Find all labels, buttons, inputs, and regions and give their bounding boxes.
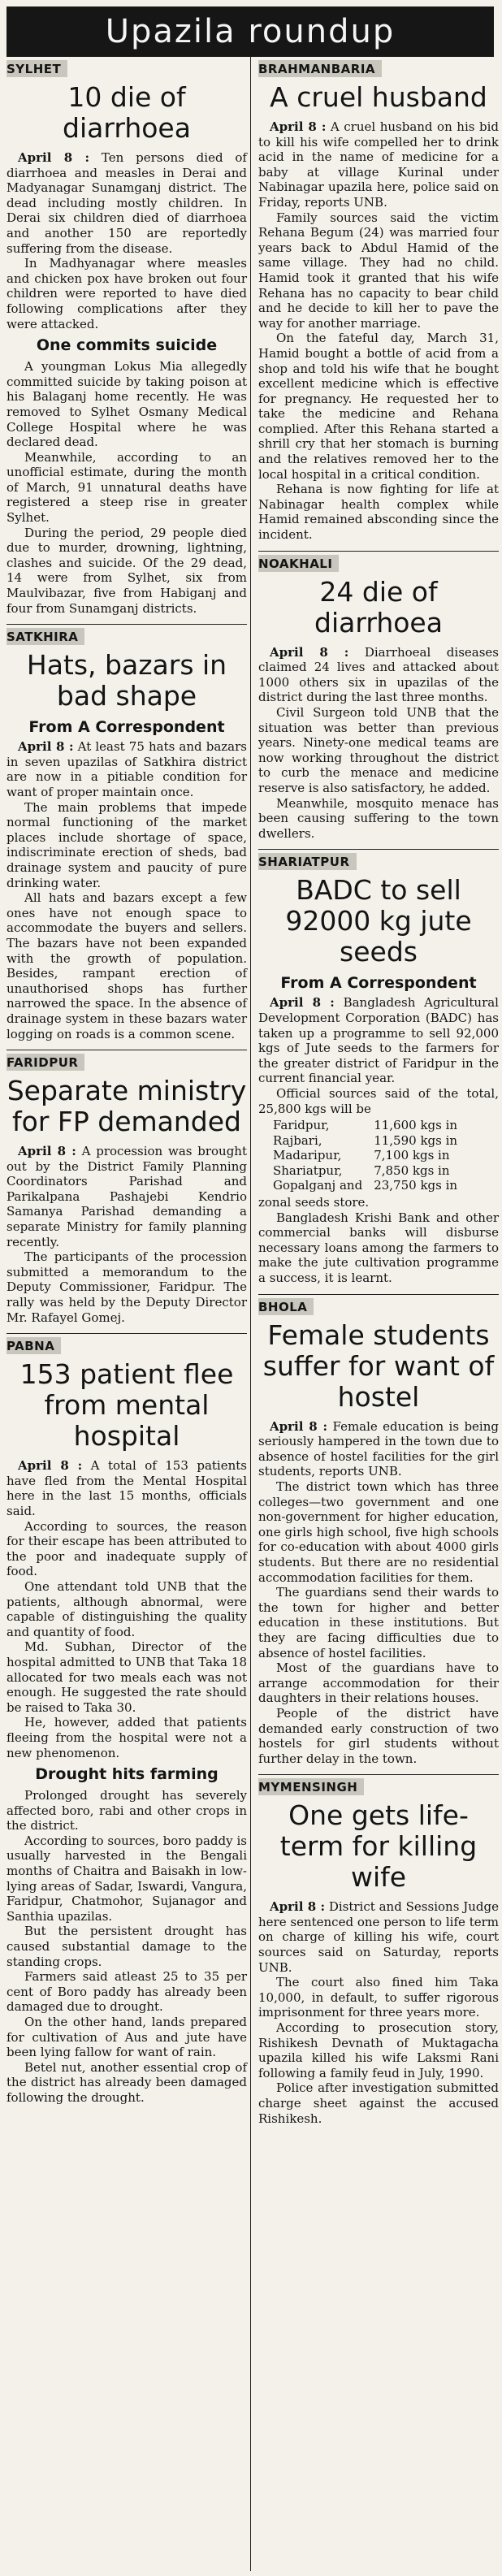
story-bhola <box>258 1294 499 1767</box>
story-satkhira <box>6 624 247 1041</box>
location-label: SYLHET <box>6 60 67 77</box>
headline: BADC to sell 92000 kg jute seeds <box>285 874 472 968</box>
dateline: April 8 : <box>18 1458 83 1474</box>
body-paragraph: Official sources said of the total, 25,800 kgs will be <box>258 1085 499 1116</box>
dateline: April 8 : <box>270 995 335 1011</box>
dateline: April 8 : <box>18 150 90 165</box>
section-banner <box>6 6 494 57</box>
story-sylhet <box>6 57 247 616</box>
body-paragraph: During the period, 29 people died due to murder, drowning, lightning, clashes and suicide. Of the 29 dead, 14 were from Sylhet, six from Maulvibazar, five from Habiganj and four from Sunamganj districts. <box>6 525 247 616</box>
body-paragraph: On the fateful day, March 31, Hamid bought a bottle of acid from a shop and told his wife that he bought excellent medicine which is effective for pregnancy. He requested her to take the medicine and Rehana complied. After this Rehana started a shrill cry that her stomach is burning and the relatives removed her to the local hospital in a critical condition. <box>258 331 499 482</box>
dateline: April 8 : <box>270 644 349 660</box>
seed-allocation-place: Gopalganj and <box>273 1178 363 1193</box>
body-paragraph: A youngman Lokus Mia allegedly committed suicide by taking poison at his Balaganj home recently. He was removed to Sylhet Osmany Medical College Hospital where he was declared dead. <box>6 359 247 450</box>
seed-allocation-place: Madaripur, <box>273 1148 342 1163</box>
body-paragraph: People of the district have demanded early construction of two hostels for girl students without further delay in the town. <box>258 1705 499 1766</box>
body-paragraph: Family sources said the victim Rehana Begum (24) was married four years back to Abdul Hamid of the same village. They had no child. Hamid took it granted that his wife Rehana has no capacity to bear child and he decide to kill her to pave the way for another marriage. <box>258 210 499 331</box>
story-pabna <box>6 1333 247 2105</box>
body-paragraph: The participants of the procession submitted a memorandum to the Deputy Commissioner, Faridpur. The rally was held by the Deputy Director Mr. Rafayel Gomej. <box>6 1249 247 1325</box>
body-paragraph: Police after investigation submitted charge sheet against the accused Rishikesh. <box>258 2080 499 2126</box>
location-label: NOAKHALI <box>258 555 339 572</box>
seed-allocation-row <box>273 1148 469 1163</box>
seed-allocation-row <box>273 1178 469 1193</box>
body-paragraph: April 8 : Diarrhoeal diseases claimed 24 lives and attacked about 1000 others six in upazilas of the district during the last three months. <box>258 644 499 705</box>
body-paragraph: Farmers said atleast 25 to 35 per cent of Boro paddy has already been damaged due to drought. <box>6 1969 247 2015</box>
seed-allocation-row <box>273 1133 469 1149</box>
headline: A cruel husband <box>270 81 487 113</box>
location-label: FARIDPUR <box>6 1054 84 1071</box>
story-brahmanbaria <box>258 57 499 543</box>
body-paragraph: zonal seeds store. <box>258 1195 370 1210</box>
body-paragraph: Prolonged drought has severely affected boro, rabi and other crops in the district. <box>6 1788 247 1834</box>
location-label: SATKHIRA <box>6 628 84 645</box>
body-paragraph: April 8 : District and Sessions Judge here sentenced one person to life term on charge of killing his wife, court sources said on Saturday, reports UNB. <box>258 1899 499 1975</box>
seed-allocation-amount: 11,600 kgs in <box>374 1118 458 1133</box>
body-paragraph: According to prosecution story, Rishikesh Devnath of Muktagacha upazila killed his wife Laksmi Rani following a family feud in July, 1990. <box>258 2020 499 2080</box>
headline: Separate ministry for FP demanded <box>6 1075 247 1138</box>
headline: Female students suffer for want of hostel <box>262 1318 495 1413</box>
body-paragraph: The main problems that impede normal functioning of the market places include shortage of space, indiscriminate erection of sheds, bad drainage system and paucity of pure drinking water. <box>6 799 247 890</box>
dateline: April 8 : <box>18 1144 76 1159</box>
story-noakhali <box>258 551 499 842</box>
body-paragraph: April 8 : Female education is being seriously hampered in the town due to absence of hostel facilities for the girl students, reports UNB. <box>258 1418 499 1479</box>
dateline: April 8 : <box>18 739 74 755</box>
body-paragraph: Rehana is now fighting for life at Nabinagar health complex while Hamid remained absconding since the incident. <box>258 482 499 543</box>
subheadline: Drought hits farming <box>35 1765 219 1784</box>
location-label: PABNA <box>6 1337 61 1354</box>
seed-allocation-amount: 7,100 kgs in <box>374 1148 450 1163</box>
body-paragraph: Meanwhile, according to an unofficial estimate, during the month of March, 91 unnatural deaths have registered a steep rise in greater Sylhet. <box>6 449 247 526</box>
dateline: April 8 : <box>270 1418 328 1434</box>
headline: Hats, bazars in bad shape <box>26 649 227 712</box>
seed-allocation-table <box>273 1118 469 1193</box>
headline: 10 die of diarrhoea <box>63 81 191 144</box>
body-paragraph: The guardians send their wards to the town for higher and better education in these institutions. But they are facing difficulties due to absence of hostel facilities. <box>258 1585 499 1660</box>
body-paragraph: Betel nut, another essential crop of the district has already been damaged following the drought. <box>6 2059 247 2105</box>
body-paragraph: April 8 : Ten persons died of diarrhoea and measles in Derai and Madyanagar Sunamganj district. The dead including mostly children. In Derai six children died of diarrhoea and another 150 are reportedly suffering from the disease. <box>6 150 247 256</box>
seed-allocation-row <box>273 1163 469 1179</box>
location-label: SHARIATPUR <box>258 853 357 870</box>
body-paragraph: But the persistent drought has caused substantial damage to the standing crops. <box>6 1924 247 1969</box>
body-paragraph: Civil Surgeon told UNB that the situation was better than previous years. Ninety-one medical teams are now working throughout the district to curb the menace and medicine reserve is also satisfactory, he added. <box>258 705 499 795</box>
story-mymensingh <box>258 1774 499 2126</box>
headline: 153 patient flee from mental hospital <box>19 1358 234 1453</box>
body-paragraph: Md. Subhan, Director of the hospital admitted to UNB that Taka 18 allocated for two meals each was not enough. He suggested the rate should be raised to Taka 30. <box>6 1639 247 1715</box>
byline: From A Correspondent <box>28 718 225 737</box>
body-paragraph: The court also fined him Taka 10,000, in default, to suffer rigorous imprisonment for three years more. <box>258 1975 499 2020</box>
left-column <box>6 57 247 2106</box>
location-label: BRAHMANBARIA <box>258 60 382 77</box>
seed-allocation-amount: 11,590 kgs in <box>374 1132 458 1148</box>
location-label: MYMENSINGH <box>258 1778 364 1795</box>
byline: From A Correspondent <box>280 974 477 993</box>
right-column <box>258 57 499 2126</box>
seed-allocation-row <box>273 1118 469 1133</box>
seed-allocation-amount: 23,750 kgs in <box>374 1178 458 1193</box>
body-paragraph: In Madhyanagar where measles and chicken pox have broken out four children were reported to have died following complications after they were attacked. <box>6 256 247 331</box>
body-paragraph: Bangladesh Krishi Bank and other commercial banks will disburse necessary loans among the farmers to make the jute cultivation programme a success, it is learnt. <box>258 1210 499 1286</box>
body-paragraph: According to sources, boro paddy is usually harvested in the Bengali months of Chaitra and Baisakh in low-lying areas of Sadar, Iswardi, Vangura, Faridpur, Chatmohor, Sujanagor and Santhia upazilas. <box>6 1833 247 1924</box>
body-paragraph: One attendant told UNB that the patients, although abnormal, were capable of distinguishing the quality and quantity of food. <box>6 1578 247 1639</box>
headline: 24 die of diarrhoea <box>314 575 443 639</box>
seed-allocation-place: Shariatpur, <box>273 1162 343 1178</box>
body-paragraph: He, however, added that patients fleeing from the hospital were not a new phenomenon. <box>6 1715 247 1760</box>
seed-allocation-place: Rajbari, <box>273 1132 322 1148</box>
body-paragraph: April 8 : A cruel husband on his bid to kill his wife compelled her to drink acid in the name of medicine for a baby at village Kurinal under Nabinagar upazila here, police said on Friday, reports UNB. <box>258 119 499 210</box>
body-paragraph: April 8 : At least 75 hats and bazars in seven upazilas of Satkhira district are now in a pitiable condition for want of proper maintain once. <box>6 739 247 799</box>
body-paragraph: Meanwhile, mosquito menace has been causing suffering to the town dwellers. <box>258 795 499 841</box>
body-paragraph: April 8 : A total of 153 patients have fled from the Mental Hospital here in the last 15 months, officials said. <box>6 1458 247 1518</box>
body-paragraph: According to sources, the reason for their escape has been attributed to the poor and inadequate supply of food. <box>6 1518 247 1579</box>
headline: One gets life-term for killing wife <box>279 1799 478 1894</box>
body-paragraph: On the other hand, lands prepared for cultivation of Aus and jute have been lying fallow for want of rain. <box>6 2015 247 2060</box>
banner-title: Upazila roundup <box>105 13 396 50</box>
subheadline: One commits suicide <box>36 336 218 355</box>
body-paragraph: All hats and bazars except a few ones have not enough space to accommodate the buyers and sellers. The bazars have not been expanded with the growth of population. Besides, rampant erection of unauthorised shops has further narrowed the space. In the absence of drainage system in these bazars water logging on roads is a common scene. <box>6 890 247 1041</box>
location-label: BHOLA <box>258 1298 314 1315</box>
body-paragraph: April 8 : Bangladesh Agricultural Development Corporation (BADC) has taken up a programme to sell 92,000 kgs of Jute seeds to the farmers for the greater district of Faridpur in the current financial year. <box>258 995 499 1086</box>
dateline: April 8 : <box>270 119 327 134</box>
seed-allocation-place: Faridpur, <box>273 1118 330 1133</box>
seed-allocation-amount: 7,850 kgs in <box>374 1162 450 1178</box>
body-paragraph: The district town which has three colleges—two government and one non-government for higher education, one girls high school, five high schools for co-education with about 4000 girls students. But there are no residential accommodation facilities for them. <box>258 1479 499 1585</box>
story-shariatpur <box>258 849 499 1285</box>
column-divider <box>250 57 251 2571</box>
body-paragraph: April 8 : A procession was brought out by the District Family Planning Coordinators Parishad and Parikalpana Pashajebi Kendrio Samanya Parishad demanding a separate Ministry for family planning recently. <box>6 1144 247 1249</box>
story-faridpur <box>6 1050 247 1325</box>
body-paragraph: Most of the guardians have to arrange accommodation for their daughters in their relations houses. <box>258 1660 499 1706</box>
dateline: April 8 : <box>270 1899 325 1915</box>
